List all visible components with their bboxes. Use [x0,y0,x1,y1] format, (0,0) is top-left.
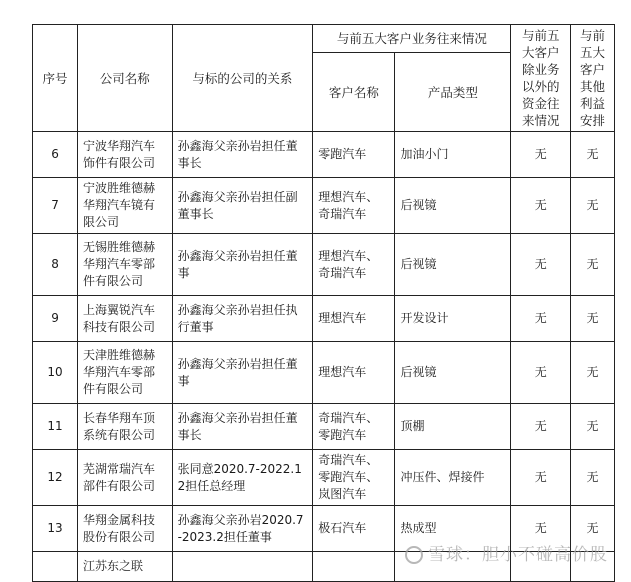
cell-other: 无 [571,450,615,506]
cell-funds: 无 [511,506,571,552]
cell-other: 无 [571,296,615,342]
cell-company: 长春华翔车顶系统有限公司 [78,404,173,450]
cell-relation: 孙鑫海父亲孙岩担任董事 [172,342,313,404]
header-seq: 序号 [33,25,78,132]
cell-seq: 10 [33,342,78,404]
cell-seq: 7 [33,178,78,234]
header-top5-group: 与前五大客户业务往来情况 [313,25,511,53]
table-row [33,178,615,234]
cell-other: 无 [571,404,615,450]
header-row-top [33,25,615,53]
watermark-text: 雪球：胆小不碰高价股 [428,545,608,565]
cell-seq: 11 [33,404,78,450]
header-funds: 与前五大客户除业务以外的资金往来情况 [511,25,571,132]
cell-customer: 理想汽车 [313,342,395,404]
cell-product: 热成型 [395,506,511,552]
cell-other: 无 [571,342,615,404]
cell-relation: 张同意2020.7-2022.12担任总经理 [172,450,313,506]
cell-customer: 理想汽车、奇瑞汽车 [313,234,395,296]
cell-seq: 8 [33,234,78,296]
cell-relation [172,552,313,582]
header-customer: 客户名称 [313,53,395,132]
cell-company: 江苏东之联 [78,552,173,582]
cell-seq [33,552,78,582]
cell-funds: 无 [511,404,571,450]
cell-other: 无 [571,506,615,552]
cell-funds: 无 [511,178,571,234]
cell-company: 芜湖常瑞汽车部件有限公司 [78,450,173,506]
cell-customer: 奇瑞汽车、零跑汽车 [313,404,395,450]
cell-relation: 孙鑫海父亲孙岩担任执行董事 [172,296,313,342]
cell-company: 宁波胜维德赫华翔汽车镜有限公司 [78,178,173,234]
snowball-logo-icon [405,546,423,564]
cell-product: 开发设计 [395,296,511,342]
cell-relation: 孙鑫海父亲孙岩担任董事长 [172,404,313,450]
cell-funds: 无 [511,234,571,296]
cell-customer: 理想汽车、奇瑞汽车 [313,178,395,234]
header-other: 与前五大客户其他利益安排 [571,25,615,132]
header-product: 产品类型 [395,53,511,132]
cell-seq: 9 [33,296,78,342]
cell-product: 加油小门 [395,132,511,178]
cell-funds: 无 [511,132,571,178]
cell-product: 顶棚 [395,404,511,450]
cell-customer: 理想汽车 [313,296,395,342]
cell-customer: 零跑汽车 [313,132,395,178]
cell-other: 无 [571,234,615,296]
cell-relation: 孙鑫海父亲孙岩2020.7-2023.2担任董事 [172,506,313,552]
cell-relation: 孙鑫海父亲孙岩担任董事 [172,234,313,296]
cell-funds: 无 [511,342,571,404]
header-relation: 与标的公司的关系 [172,25,313,132]
table-row [33,234,615,296]
cell-product: 后视镜 [395,178,511,234]
customer-relations-table [32,24,615,582]
cell-other: 无 [571,178,615,234]
cell-product: 冲压件、焊接件 [395,450,511,506]
table-row [33,132,615,178]
table-row [33,450,615,506]
cell-seq: 13 [33,506,78,552]
cell-company: 天津胜维德赫华翔汽车零部件有限公司 [78,342,173,404]
cell-customer: 奇瑞汽车、零跑汽车、岚图汽车 [313,450,395,506]
cell-seq: 6 [33,132,78,178]
cell-company: 宁波华翔汽车饰件有限公司 [78,132,173,178]
cell-relation: 孙鑫海父亲孙岩担任副董事长 [172,178,313,234]
cell-customer [313,552,395,582]
cell-funds: 无 [511,296,571,342]
cell-seq: 12 [33,450,78,506]
cell-relation: 孙鑫海父亲孙岩担任董事长 [172,132,313,178]
cell-product: 后视镜 [395,234,511,296]
cell-product: 后视镜 [395,342,511,404]
watermark [405,540,608,565]
header-company: 公司名称 [78,25,173,132]
cell-company: 无锡胜维德赫华翔汽车零部件有限公司 [78,234,173,296]
table-row [33,404,615,450]
cell-funds: 无 [511,450,571,506]
table-row [33,296,615,342]
cell-company: 上海翼锐汽车科技有限公司 [78,296,173,342]
cell-company: 华翔金属科技股份有限公司 [78,506,173,552]
table-row [33,342,615,404]
cell-other: 无 [571,132,615,178]
cell-customer: 极石汽车 [313,506,395,552]
